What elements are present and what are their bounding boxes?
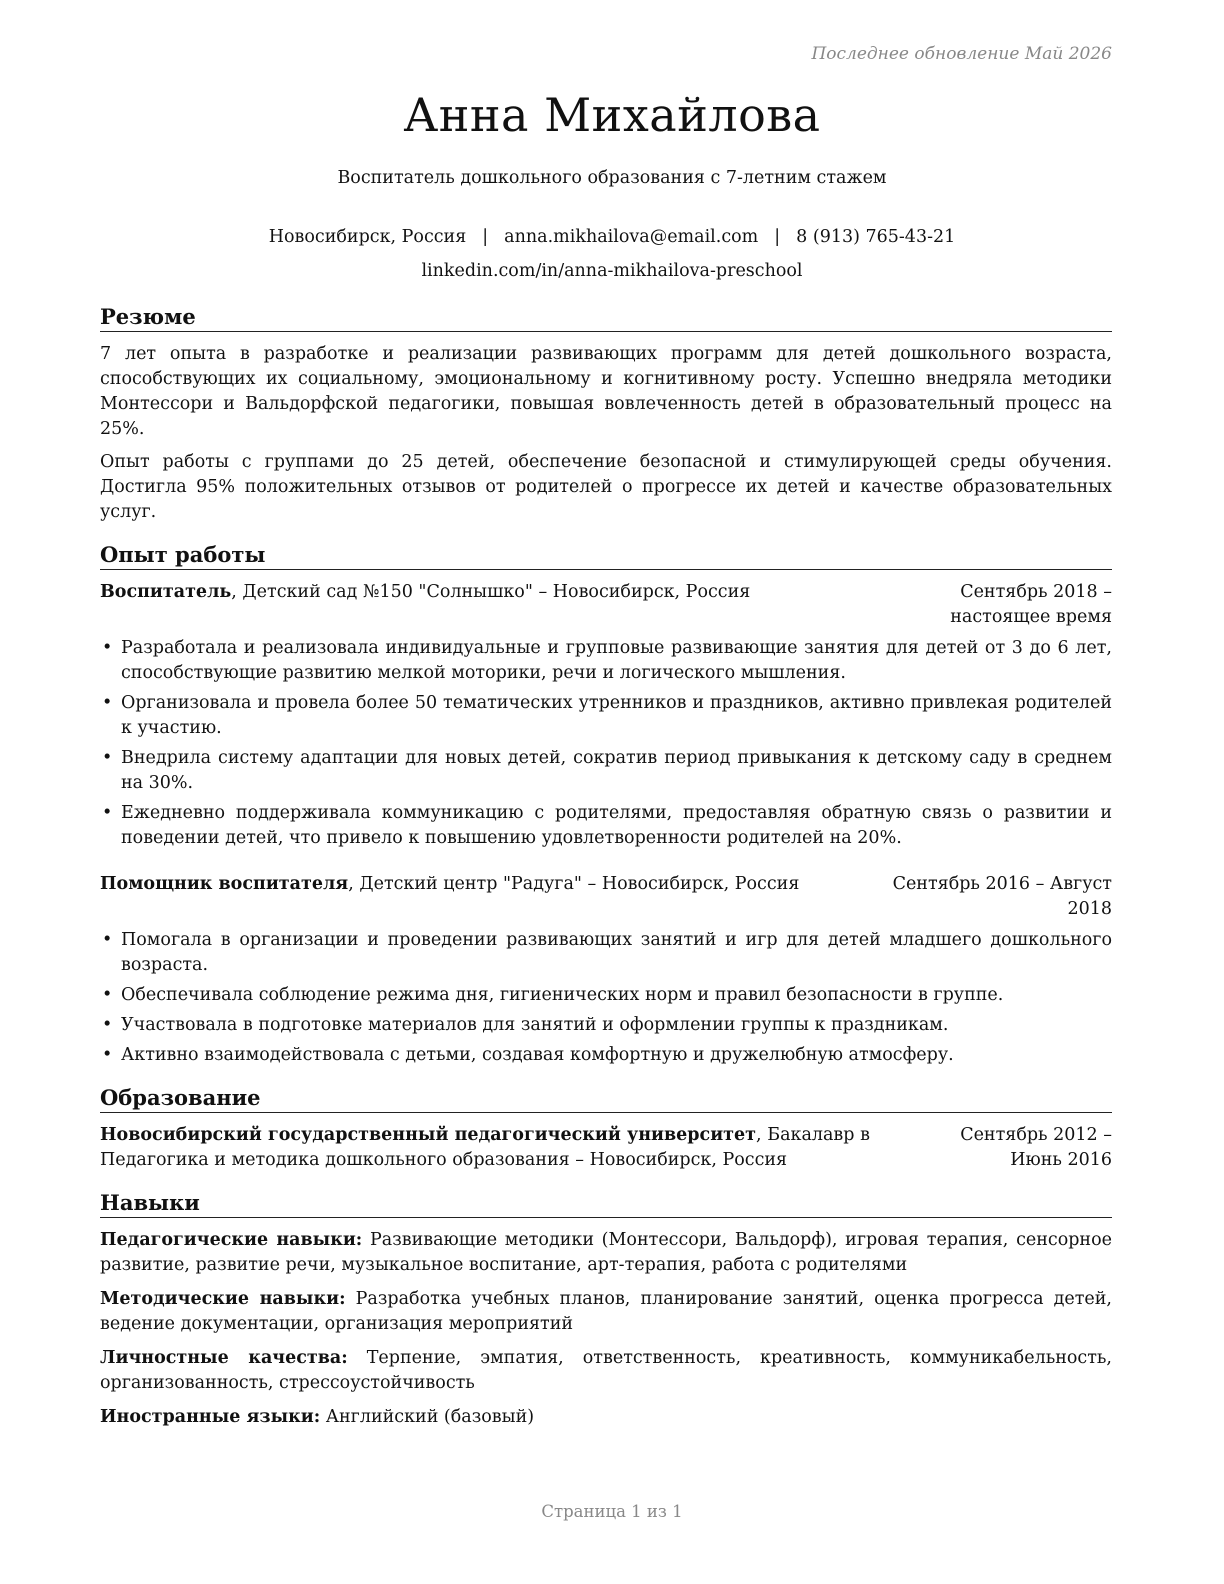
list-item: • Организовала и провела более 50 тематических утренников и праздников, активно привлекая родителей к участию. xyxy=(100,691,1112,741)
skill-group xyxy=(100,1346,1112,1396)
job-header xyxy=(100,872,1112,922)
job-entry xyxy=(100,872,1112,1068)
job-role: Воспитатель xyxy=(100,582,232,602)
list-item: • Активно взаимодействовала с детьми, создавая комфортную и дружелюбную атмосферу. xyxy=(100,1043,1112,1068)
list-item: • Участвовала в подготовке материалов для занятий и оформлении группы к праздникам. xyxy=(100,1013,1112,1038)
education-entry xyxy=(100,1123,1112,1173)
section-title-summary: Резюме xyxy=(100,303,1112,332)
list-item: • Помогала в организации и проведении развивающих занятий и игр для детей младшего дошкольного возраста. xyxy=(100,928,1112,978)
experience-section xyxy=(100,541,1112,1068)
last-updated: Последнее обновление Май 2026 xyxy=(811,44,1112,64)
skills-section xyxy=(100,1189,1112,1430)
tagline: Воспитатель дошкольного образования с 7-летним стажем xyxy=(337,168,887,188)
skill-text: Английский (базовый) xyxy=(320,1407,535,1427)
skill-group xyxy=(100,1228,1112,1278)
skill-label: Педагогические навыки: xyxy=(100,1230,363,1250)
job-bullets xyxy=(100,928,1112,1068)
email-link[interactable]: anna.mikhailova@email.com xyxy=(504,227,759,247)
job-header xyxy=(100,580,1112,630)
job-entry xyxy=(100,580,1112,851)
section-title-education: Образование xyxy=(100,1084,1112,1113)
job-title-line xyxy=(100,580,860,630)
list-item: • Разработала и реализовала индивидуальные и групповые развивающие занятия для детей от 3 до 6 лет, способствующие развитию мелкой моторики, речи и логического мышления. xyxy=(100,636,1112,686)
list-item: • Внедрила систему адаптации для новых детей, сократив период привыкания к детскому саду в среднем на 30%. xyxy=(100,746,1112,796)
location: Новосибирск, Россия xyxy=(268,227,467,247)
skill-label: Методические навыки: xyxy=(100,1289,346,1309)
skill-text: Развивающие методики (Монтессори, Вальдорф), игровая терапия, сенсорное развитие, развитие речи, музыкальное воспитание, арт-терапия, работа с родителями xyxy=(100,1230,1112,1275)
job-org: , Детский центр "Радуга" – Новосибирск, Россия xyxy=(348,874,800,894)
skill-label: Иностранные языки: xyxy=(100,1407,321,1427)
contact-block xyxy=(0,220,1224,288)
resume-body xyxy=(100,303,1112,1430)
contact-line xyxy=(0,220,1224,254)
education-section xyxy=(100,1084,1112,1173)
skill-text: Терпение, эмпатия, ответственность, креативность, коммуникабельность, организованность, стрессоустойчивость xyxy=(100,1348,1112,1393)
candidate-name: Анна Михайлова xyxy=(403,88,821,142)
skill-group xyxy=(100,1287,1112,1337)
skill-text: Разработка учебных планов, планирование занятий, оценка прогресса детей, ведение документации, организация мероприятий xyxy=(100,1289,1112,1334)
job-role: Помощник воспитателя xyxy=(100,874,349,894)
summary-paragraph: Опыт работы с группами до 25 детей, обеспечение безопасной и стимулирующей среды обучения. Достигла 95% положительных отзывов от родителей о прогрессе их детей и качестве образовательных услуг. xyxy=(100,452,1112,522)
skill-label: Личностные качества: xyxy=(100,1348,348,1368)
job-bullets xyxy=(100,636,1112,851)
list-item: • Обеспечивала соблюдение режима дня, гигиенических норм и правил безопасности в группе. xyxy=(100,983,1112,1008)
summary-section xyxy=(100,303,1112,525)
summary-paragraph: 7 лет опыта в разработке и реализации развивающих программ для детей дошкольного возраста, способствующих их социальному, эмоциональному и когнитивному росту. Успешно внедряла методики Монтессори и Вальдорфской педагогики, повышая вовлеченность детей в образовательный процесс на 25%. xyxy=(100,344,1112,439)
page-number: Страница 1 из 1 xyxy=(541,1502,683,1521)
education-line xyxy=(100,1123,870,1173)
degree: , Бакалавр в Педагогика и методика дошкольного образования – Новосибирск, Россия xyxy=(100,1125,870,1170)
job-dates: Сентябрь 2016 – Август 2018 xyxy=(892,874,1112,919)
job-org: , Детский сад №150 "Солнышко" – Новосибирск, Россия xyxy=(231,582,751,602)
section-title-experience: Опыт работы xyxy=(100,541,1112,570)
section-title-skills: Навыки xyxy=(100,1189,1112,1218)
job-title-line xyxy=(100,872,860,922)
skill-group xyxy=(100,1405,1112,1430)
separator: | xyxy=(482,227,489,247)
linkedin-link[interactable]: linkedin.com/in/anna-mikhailova-preschool xyxy=(421,261,803,281)
separator: | xyxy=(774,227,781,247)
phone: 8 (913) 765-43-21 xyxy=(796,227,956,247)
school-name: Новосибирский государственный педагогический университет xyxy=(100,1125,756,1145)
education-dates: Сентябрь 2012 – Июнь 2016 xyxy=(960,1125,1112,1170)
list-item: • Ежедневно поддерживала коммуникацию с родителями, предоставляя обратную связь о развитии и поведении детей, что привело к повышению удовлетворенности родителей на 20%. xyxy=(100,801,1112,851)
job-dates: Сентябрь 2018 – настоящее время xyxy=(950,582,1112,627)
